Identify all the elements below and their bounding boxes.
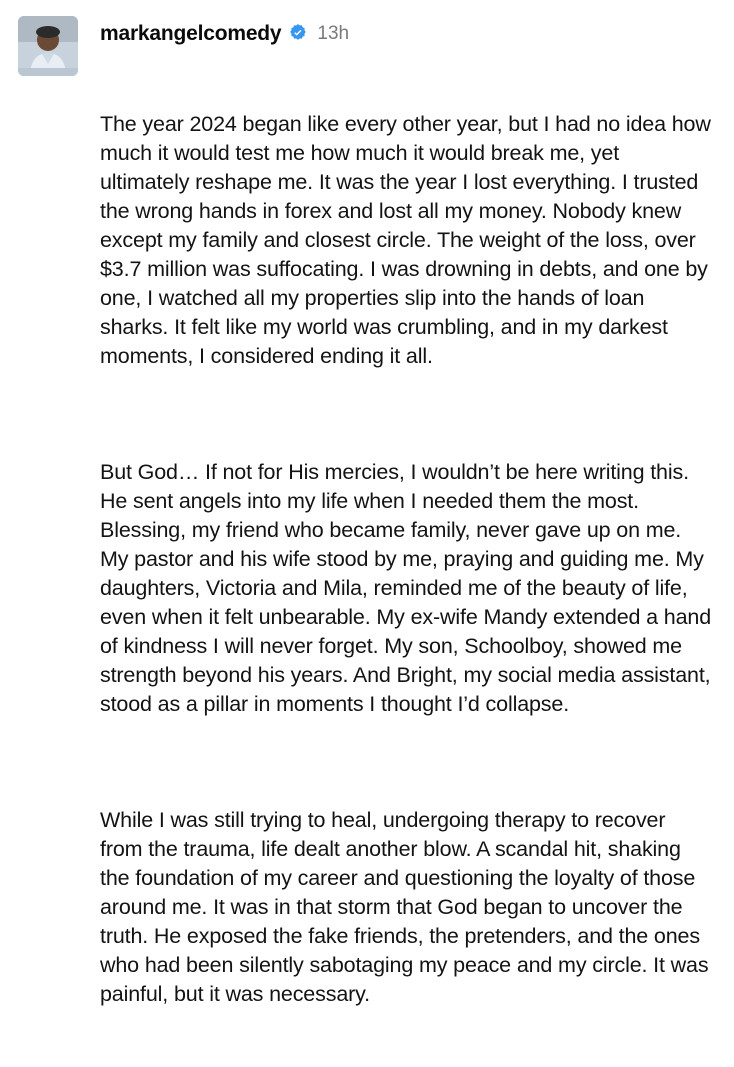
- avatar[interactable]: [18, 16, 78, 76]
- post-header: [100, 20, 712, 46]
- caption-paragraph: While I was still trying to heal, undergoing therapy to recover from the trauma, life dealt another blow. A scandal hit, shaking the foundation of my career and questioning the loyalty of those around me. It was in that storm that God began to uncover the truth. He exposed the fake friends, the pretenders, and the ones who had been silently sabotaging my peace and my circle. It was painful, but it was necessary.: [100, 808, 715, 1006]
- post-timestamp: 13h: [317, 22, 350, 44]
- caption-paragraph: The year 2024 began like every other year, but I had no idea how much it would test me how much it would break me, yet ultimately reshape me. It was the year I lost everything. I trusted the wrong hands in forex and lost all my money. Nobody knew except my family and closest circle. The weight of the loss, over $3.7 million was suffocating. I was drowning in debts, and one by one, I watched all my properties slip into the hands of loan sharks. It felt like my world was crumbling, and in my darkest moments, I considered ending it all.: [100, 112, 717, 368]
- user-avatar-image: [18, 16, 78, 76]
- post-content: [100, 20, 717, 1067]
- verified-badge-icon: [288, 23, 308, 43]
- post-caption: [100, 52, 717, 1067]
- caption-paragraph: But God… If not for His mercies, I wouldn’t be here writing this. He sent angels into my life when I needed them the most. Blessing, my friend who became family, never gave up on me. My pastor and his wife stood by me, praying and guiding me. My daughters, Victoria and Mila, reminded me of the beauty of life, even when it felt unbearable. My ex-wife Mandy extended a hand of kindness I will never forget. My son, Schoolboy, showed me strength beyond his years. And Bright, my social media assistant, stood as a pillar in moments I thought I’d collapse.: [100, 460, 717, 716]
- username[interactable]: markangelcomedy: [100, 21, 282, 45]
